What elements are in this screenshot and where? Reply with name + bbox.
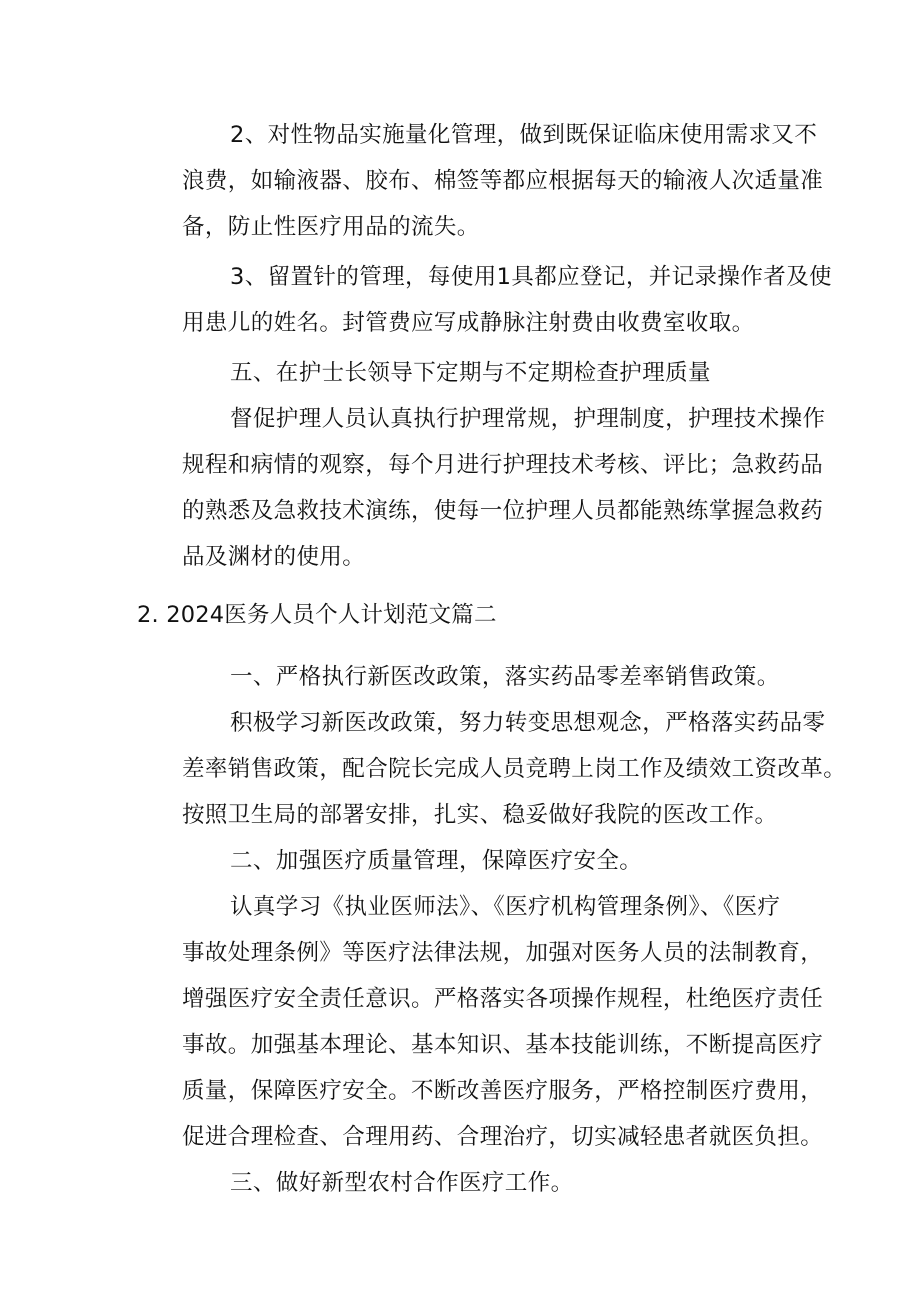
document-page [137, 112, 847, 1206]
text-line: 按照卫生局的部署安排，扎实、稳妥做好我院的医改工作。 [182, 802, 778, 828]
subheading-one [137, 654, 781, 700]
text-line: 督促护理人员认真执行护理常规，护理制度，护理技术操作 [230, 406, 826, 432]
text-line: 3、留置针的管理，每使用1具都应登记，并记录操作者及使 [230, 264, 832, 290]
text-line: 积极学习新医改政策，努力转变思想观念，严格落实药品零 [230, 710, 826, 736]
text-line: 2、对性物品实施量化管理，做到既保证临床使用需求又不 [230, 122, 818, 148]
text-line: 品及渊材的使用。 [182, 544, 366, 570]
text-line: 的熟悉及急救技术演练，使每一位护理人员都能熟练掌握急救药 [182, 498, 824, 524]
text-line: 事故处理条例》等医疗法律法规，加强对医务人员的法制教育， [182, 940, 824, 966]
text-line: 质量，保障医疗安全。不断改善医疗服务，严格控制医疗费用， [182, 1078, 824, 1104]
text-line: 用患儿的姓名。封管费应写成静脉注射费由收费室收取。 [182, 310, 755, 336]
text-line: 三、做好新型农村合作医疗工作。 [230, 1170, 574, 1196]
subheading-five [137, 350, 781, 396]
text-line: 促进合理检查、合理用药、合理治疗，切实减轻患者就医负担。 [182, 1124, 824, 1150]
text-line: 五、在护士长领导下定期与不定期检查护理质量 [230, 360, 711, 386]
text-line: 备，防止性医疗用品的流失。 [182, 214, 480, 240]
paragraph-reform [137, 700, 847, 838]
paragraph-quality [137, 884, 824, 1160]
text-line: 规程和病情的观察，每个月进行护理技术考核、评比；急救药品 [182, 452, 824, 478]
text-line: 一、严格执行新医改政策，落实药品零差率销售政策。 [230, 664, 780, 690]
text-line: 浪费，如输液器、胶布、棉签等都应根据每天的输液人次适量准 [182, 168, 824, 194]
paragraph-item-3 [137, 254, 832, 346]
text-line: 事故。加强基本理论、基本知识、基本技能训练，不断提高医疗 [182, 1032, 824, 1058]
subheading-three [137, 1160, 781, 1206]
text-line: 二、加强医疗质量管理，保障医疗安全。 [230, 848, 643, 874]
text-line: 差率销售政策，配合院长完成人员竞聘上岗工作及绩效工资改革。 [182, 756, 847, 782]
paragraph-item-2 [137, 112, 824, 250]
text-line: 认真学习《执业医师法》、《医疗机构管理条例》、《医疗 [230, 894, 781, 920]
subheading-two [137, 838, 781, 884]
section-heading: 2. 2024医务人员个人计划范文篇二 [137, 602, 497, 628]
paragraph-supervision [137, 396, 826, 580]
text-line: 增强医疗安全责任意识。严格落实各项操作规程，杜绝医疗责任 [182, 986, 824, 1012]
